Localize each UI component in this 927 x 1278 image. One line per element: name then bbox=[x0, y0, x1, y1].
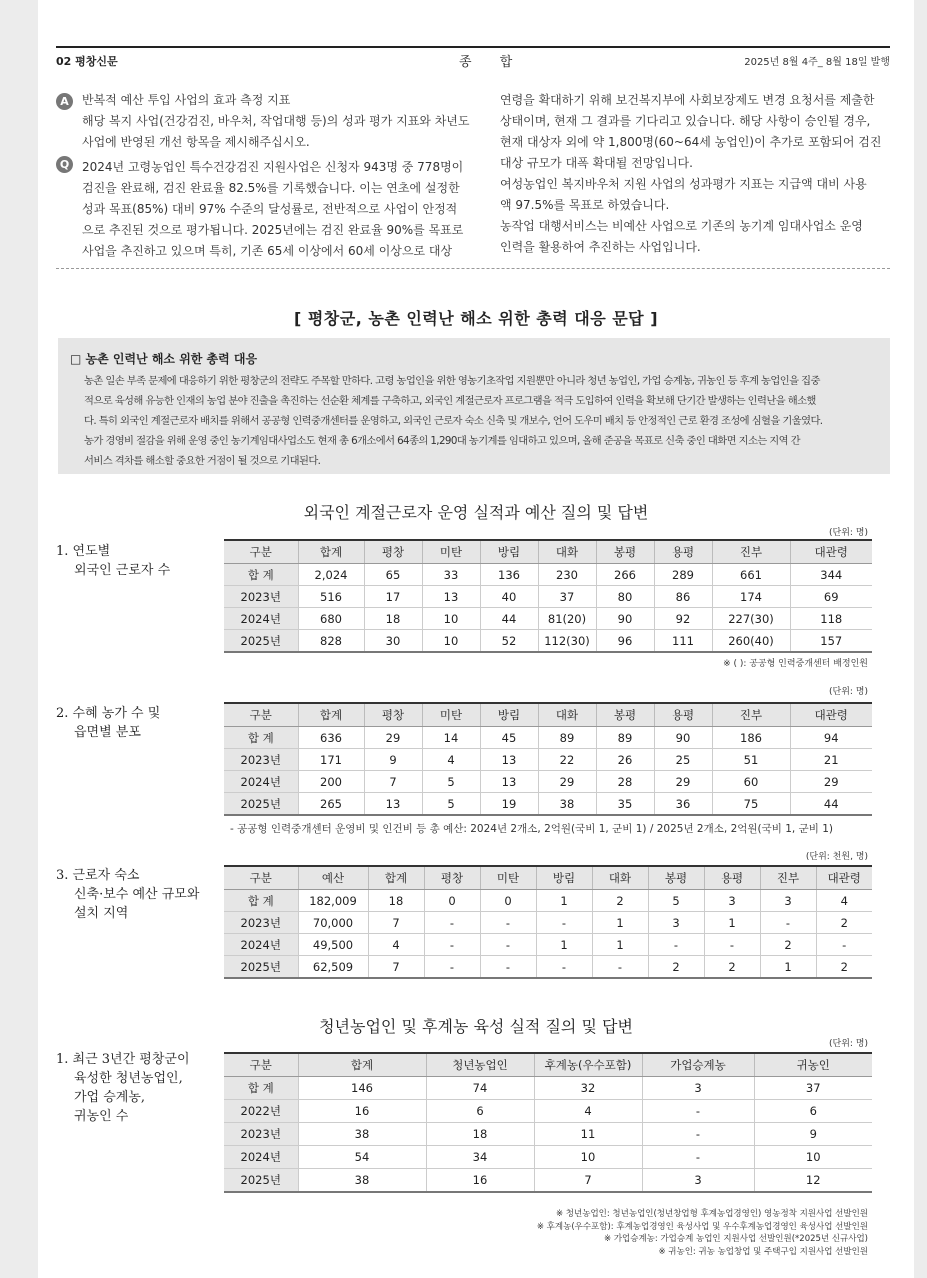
table-cell: 5 bbox=[422, 771, 480, 793]
label-line: 읍면별 분포 bbox=[74, 725, 141, 740]
column-header: 귀농인 bbox=[754, 1053, 872, 1077]
table-cell: 45 bbox=[480, 727, 538, 749]
section2-title: 청년농업인 및 후계농 육성 실적 질의 및 답변 bbox=[319, 1017, 633, 1036]
note-line: ※ 청년농업인: 청년농업인(청년창업형 후계농업경영인) 영농정착 지원사업 선발인원 bbox=[555, 1209, 868, 1219]
table-cell: 186 bbox=[712, 727, 790, 749]
table-cell: 37 bbox=[538, 586, 596, 608]
text-line: 상태이며, 현재 그 결과를 기다리고 있습니다. 해당 사항이 승인될 경우, bbox=[500, 114, 871, 128]
table-cell: 2 bbox=[816, 912, 872, 934]
table-cell: 0 bbox=[424, 890, 480, 912]
table-cell: - bbox=[536, 912, 592, 934]
table-cell: 25 bbox=[654, 749, 712, 771]
table-cell: - bbox=[816, 934, 872, 956]
table2-label bbox=[56, 704, 236, 742]
table-cell: 260(40) bbox=[712, 630, 790, 653]
table-cell: 81(20) bbox=[538, 608, 596, 630]
table-cell: 96 bbox=[596, 630, 654, 653]
column-header: 진부 bbox=[760, 866, 816, 890]
table-cell: 65 bbox=[364, 564, 422, 586]
row-header-cell: 2025년 bbox=[224, 956, 298, 979]
column-header: 진부 bbox=[712, 703, 790, 727]
column-header: 미탄 bbox=[422, 703, 480, 727]
table-cell: 3 bbox=[704, 890, 760, 912]
table3-housing-budget bbox=[224, 865, 872, 979]
table-cell: 26 bbox=[596, 749, 654, 771]
table-cell: 6 bbox=[754, 1100, 872, 1123]
table-cell: 0 bbox=[480, 890, 536, 912]
table-cell: 32 bbox=[534, 1077, 642, 1100]
table-cell: 2 bbox=[760, 934, 816, 956]
summary-body bbox=[84, 371, 884, 471]
table-cell: 13 bbox=[480, 749, 538, 771]
text-line: 대상 규모가 대폭 확대될 전망입니다. bbox=[500, 156, 693, 170]
table-cell: 157 bbox=[790, 630, 872, 653]
table1-note: ※ ( ): 공공형 인력중개센터 배정인원 bbox=[723, 659, 868, 669]
table-cell: 44 bbox=[790, 793, 872, 816]
table-cell: 4 bbox=[368, 934, 424, 956]
row-header-cell: 2023년 bbox=[224, 1123, 298, 1146]
table-cell: 289 bbox=[654, 564, 712, 586]
table-cell: - bbox=[480, 956, 536, 979]
row-header-cell: 2023년 bbox=[224, 749, 298, 771]
table-cell: 10 bbox=[422, 630, 480, 653]
table-cell: 29 bbox=[654, 771, 712, 793]
table-cell: 62,509 bbox=[298, 956, 368, 979]
column-header: 방림 bbox=[480, 540, 538, 564]
table-cell: 230 bbox=[538, 564, 596, 586]
table-cell: - bbox=[424, 934, 480, 956]
table-cell: 19 bbox=[480, 793, 538, 816]
table1-unit: (단위: 명) bbox=[829, 528, 868, 538]
table4-unit: (단위: 명) bbox=[829, 1039, 868, 1049]
table-cell: 1 bbox=[536, 890, 592, 912]
table-cell: 37 bbox=[754, 1077, 872, 1100]
column-header: 봉평 bbox=[648, 866, 704, 890]
question-icon: Q bbox=[56, 156, 73, 173]
table-header-row bbox=[224, 1053, 872, 1077]
table-cell: 49,500 bbox=[298, 934, 368, 956]
table-cell: 5 bbox=[648, 890, 704, 912]
table-cell: 80 bbox=[596, 586, 654, 608]
table-cell: 29 bbox=[790, 771, 872, 793]
table-cell: 2,024 bbox=[298, 564, 364, 586]
summary-line: 적으로 육성해 유능한 인재의 농업 분야 진출을 촉진하는 선순환 체계를 구축하고, 외국인 계절근로자 프로그램을 적극 도입하여 인력을 확보해 단기간 발생하는 인력난을 해소했 bbox=[84, 395, 816, 407]
table3-unit: (단위: 천원, 명) bbox=[805, 852, 868, 862]
column-header: 용평 bbox=[654, 540, 712, 564]
table-cell: - bbox=[536, 956, 592, 979]
section-divider bbox=[56, 268, 890, 269]
table-cell: 112(30) bbox=[538, 630, 596, 653]
table-cell: 29 bbox=[364, 727, 422, 749]
table-cell: 94 bbox=[790, 727, 872, 749]
table-cell: - bbox=[480, 912, 536, 934]
row-header-cell: 2024년 bbox=[224, 771, 298, 793]
label-line: 설치 지역 bbox=[74, 906, 129, 921]
page-label: 02 평창신문 bbox=[56, 55, 118, 68]
table-cell: 1 bbox=[592, 934, 648, 956]
table-cell: 636 bbox=[298, 727, 364, 749]
table-cell: 516 bbox=[298, 586, 364, 608]
table-cell: - bbox=[480, 934, 536, 956]
table-cell: 6 bbox=[426, 1100, 534, 1123]
table-row bbox=[224, 793, 872, 816]
table-cell: 3 bbox=[642, 1077, 754, 1100]
table-cell: - bbox=[642, 1146, 754, 1169]
table-cell: 344 bbox=[790, 564, 872, 586]
table4-label bbox=[56, 1050, 236, 1126]
table-row bbox=[224, 608, 872, 630]
column-header: 합계 bbox=[298, 1053, 426, 1077]
table-cell: 118 bbox=[790, 608, 872, 630]
table-cell: 661 bbox=[712, 564, 790, 586]
table-row bbox=[224, 956, 872, 979]
text-line: 2024년 고령농업인 특수건강검진 지원사업은 신청자 943명 중 778명이 bbox=[82, 160, 464, 174]
text-line: 사업에 반영된 개선 항목을 제시해주십시오. bbox=[82, 135, 310, 149]
table-cell: 1 bbox=[592, 912, 648, 934]
section-name: 종 합 bbox=[459, 55, 525, 70]
row-header-cell: 합 계 bbox=[224, 890, 298, 912]
table-cell: - bbox=[424, 912, 480, 934]
table-cell: 86 bbox=[654, 586, 712, 608]
table1-foreign-workers bbox=[224, 539, 872, 653]
table-row bbox=[224, 1146, 872, 1169]
table-cell: 1 bbox=[536, 934, 592, 956]
row-header-cell: 2023년 bbox=[224, 586, 298, 608]
table-cell: 35 bbox=[596, 793, 654, 816]
table-row bbox=[224, 1100, 872, 1123]
column-header: 대관령 bbox=[790, 540, 872, 564]
column-header: 대관령 bbox=[790, 703, 872, 727]
table-row bbox=[224, 727, 872, 749]
text-line: 사업을 추진하고 있으며 특히, 기존 65세 이상에서 60세 이상으로 대상 bbox=[82, 244, 453, 258]
table-cell: 9 bbox=[364, 749, 422, 771]
table-cell: 74 bbox=[426, 1077, 534, 1100]
table-cell: 38 bbox=[298, 1123, 426, 1146]
table-cell: 828 bbox=[298, 630, 364, 653]
table-row bbox=[224, 749, 872, 771]
summary-box bbox=[58, 338, 890, 474]
row-header-cell: 2023년 bbox=[224, 912, 298, 934]
table-cell: 17 bbox=[364, 586, 422, 608]
table-row bbox=[224, 1077, 872, 1100]
label-line: 외국인 근로자 수 bbox=[74, 563, 171, 578]
label-line: 1. 연도별 bbox=[56, 544, 111, 559]
table-header-row bbox=[224, 703, 872, 727]
table-cell: 7 bbox=[368, 956, 424, 979]
table-cell: 2 bbox=[592, 890, 648, 912]
table4-young-farmers bbox=[224, 1052, 872, 1193]
table-cell: 10 bbox=[754, 1146, 872, 1169]
table-cell: - bbox=[424, 956, 480, 979]
column-header: 평창 bbox=[424, 866, 480, 890]
summary-line: 다. 특히 외국인 계절근로자 배치를 위해서 공공형 인력중개센터를 운영하고, 외국인 근로자 숙소 신축 및 개보수, 언어 도우미 배치 등 안정적인 근로 환경 조성에 심혈을 기울였다. bbox=[84, 415, 823, 427]
qa-right-column bbox=[500, 90, 892, 258]
column-header: 용평 bbox=[654, 703, 712, 727]
text-line: 액 97.5%를 목표로 하였습니다. bbox=[500, 198, 670, 212]
table-cell: 146 bbox=[298, 1077, 426, 1100]
table-cell: 33 bbox=[422, 564, 480, 586]
table-cell: 2 bbox=[648, 956, 704, 979]
label-line: 신축·보수 예산 규모와 bbox=[74, 887, 200, 902]
text-line: 인력을 활용하여 추진하는 사업입니다. bbox=[500, 240, 701, 254]
table-cell: 89 bbox=[596, 727, 654, 749]
table-cell: 4 bbox=[816, 890, 872, 912]
row-header-cell: 합 계 bbox=[224, 564, 298, 586]
table-row bbox=[224, 564, 872, 586]
table-cell: 18 bbox=[368, 890, 424, 912]
table-row bbox=[224, 1169, 872, 1193]
row-header-cell: 2025년 bbox=[224, 630, 298, 653]
column-header: 합계 bbox=[298, 703, 364, 727]
row-header-cell: 2025년 bbox=[224, 1169, 298, 1193]
summary-line: 농촌 일손 부족 문제에 대응하기 위한 평창군의 전략도 주목할 만하다. 고령 농업인을 위한 영농기초작업 지원뿐만 아니라 청년 농업인, 가업 승계농, 귀농인 등 후계 농업인을 집중 bbox=[84, 375, 820, 387]
table-row bbox=[224, 890, 872, 912]
label-line: 1. 최근 3년간 평창군이 bbox=[56, 1052, 190, 1067]
table-header-row bbox=[224, 540, 872, 564]
text-line: 농작업 대행서비스는 비예산 사업으로 기존의 농기계 임대사업소 운영 bbox=[500, 219, 863, 233]
table-cell: 5 bbox=[422, 793, 480, 816]
table2-unit: (단위: 명) bbox=[829, 687, 868, 697]
note-line: ※ 후계농(우수포함): 후계농업경영인 육성사업 및 우수후계농업경영인 육성사업 선발인원 bbox=[536, 1221, 868, 1232]
table-cell: 2 bbox=[816, 956, 872, 979]
text-line: 으로 추진된 것으로 평가됩니다. 2025년에는 검진 완료율 90%를 목표로 bbox=[82, 223, 464, 237]
text-line: 반복적 예산 투입 사업의 효과 측정 지표 bbox=[82, 93, 291, 107]
text-line: 해당 복지 사업(건강검진, 바우처, 작업대행 등)의 성과 평가 지표와 차년도 bbox=[82, 114, 470, 128]
summary-line: 농가 경영비 절감을 위해 운영 중인 농기계임대사업소도 현재 총 6개소에서 64종의 1,290대 농기계를 임대하고 있으며, 올해 준공을 목표로 신축 중인 대화면 지소는 지역 간 bbox=[84, 435, 801, 447]
column-header: 진부 bbox=[712, 540, 790, 564]
table-cell: 7 bbox=[534, 1169, 642, 1193]
table-cell: 34 bbox=[426, 1146, 534, 1169]
table-row bbox=[224, 934, 872, 956]
column-header: 대관령 bbox=[816, 866, 872, 890]
table-cell: 7 bbox=[368, 912, 424, 934]
table-cell: 92 bbox=[654, 608, 712, 630]
text-line: 검진을 완료해, 검진 완료율 82.5%를 기록했습니다. 이는 연초에 설정한 bbox=[82, 181, 460, 195]
table-cell: 3 bbox=[648, 912, 704, 934]
table4-notes bbox=[537, 1208, 868, 1258]
text-line: 성과 목표(85%) 대비 97% 수준의 달성률로, 전반적으로 사업이 안정적 bbox=[82, 202, 458, 216]
answer-icon: A bbox=[56, 93, 73, 110]
label-line: 2. 수혜 농가 수 및 bbox=[56, 706, 161, 721]
table-cell: 12 bbox=[754, 1169, 872, 1193]
column-header: 미탄 bbox=[480, 866, 536, 890]
table-cell: 3 bbox=[642, 1169, 754, 1193]
table-cell: - bbox=[592, 956, 648, 979]
column-header: 가업승계농 bbox=[642, 1053, 754, 1077]
column-header: 대화 bbox=[538, 703, 596, 727]
table-cell: 1 bbox=[704, 912, 760, 934]
table-cell: - bbox=[642, 1100, 754, 1123]
table-cell: - bbox=[648, 934, 704, 956]
text-line: 여성농업인 복지바우처 지원 사업의 성과평가 지표는 지급액 대비 사용 bbox=[500, 177, 867, 191]
column-header: 구분 bbox=[224, 866, 298, 890]
row-header-cell: 2022년 bbox=[224, 1100, 298, 1123]
table3-label bbox=[56, 866, 236, 923]
table-cell: 227(30) bbox=[712, 608, 790, 630]
table-row bbox=[224, 771, 872, 793]
table-cell: 2 bbox=[704, 956, 760, 979]
table-cell: 60 bbox=[712, 771, 790, 793]
column-header: 대화 bbox=[538, 540, 596, 564]
row-header-cell: 2025년 bbox=[224, 793, 298, 816]
table-cell: 680 bbox=[298, 608, 364, 630]
table-cell: 13 bbox=[422, 586, 480, 608]
table-cell: 171 bbox=[298, 749, 364, 771]
table-cell: 18 bbox=[364, 608, 422, 630]
label-line: 3. 근로자 숙소 bbox=[56, 868, 140, 883]
table-cell: 90 bbox=[654, 727, 712, 749]
text-line: 연령을 확대하기 위해 보건복지부에 사회보장제도 변경 요청서를 제출한 bbox=[500, 93, 875, 107]
table-cell: 30 bbox=[364, 630, 422, 653]
table-cell: 174 bbox=[712, 586, 790, 608]
column-header: 대화 bbox=[592, 866, 648, 890]
table-cell: 36 bbox=[654, 793, 712, 816]
table-cell: 4 bbox=[534, 1100, 642, 1123]
table-cell: 266 bbox=[596, 564, 654, 586]
table-cell: 111 bbox=[654, 630, 712, 653]
row-header-cell: 합 계 bbox=[224, 727, 298, 749]
summary-line: 서비스 격차를 해소할 중요한 거점이 될 것으로 기대된다. bbox=[84, 455, 321, 467]
column-header: 합계 bbox=[298, 540, 364, 564]
table-cell: 69 bbox=[790, 586, 872, 608]
section1-title: 외국인 계절근로자 운영 실적과 예산 질의 및 답변 bbox=[303, 503, 649, 522]
table-cell: 11 bbox=[534, 1123, 642, 1146]
label-line: 귀농인 수 bbox=[74, 1109, 129, 1124]
table-cell: 1 bbox=[760, 956, 816, 979]
table-cell: 14 bbox=[422, 727, 480, 749]
column-header: 예산 bbox=[298, 866, 368, 890]
table-cell: 182,009 bbox=[298, 890, 368, 912]
column-header: 후계농(우수포함) bbox=[534, 1053, 642, 1077]
issue-date: 2025년 8월 4주_ 8월 18일 발행 bbox=[744, 57, 890, 68]
table2-beneficiary-farms bbox=[224, 702, 872, 816]
newspaper-page bbox=[38, 0, 914, 1278]
qa-left-column bbox=[82, 90, 492, 262]
table-cell: - bbox=[704, 934, 760, 956]
table-cell: 28 bbox=[596, 771, 654, 793]
page-header bbox=[56, 46, 890, 68]
row-header-cell: 합 계 bbox=[224, 1077, 298, 1100]
table-cell: 54 bbox=[298, 1146, 426, 1169]
table-cell: 10 bbox=[534, 1146, 642, 1169]
column-header: 구분 bbox=[224, 1053, 298, 1077]
table-cell: 13 bbox=[480, 771, 538, 793]
table-cell: 89 bbox=[538, 727, 596, 749]
table-cell: 3 bbox=[760, 890, 816, 912]
column-header: 봉평 bbox=[596, 540, 654, 564]
main-title: [ 평창군, 농촌 인력난 해소 위한 총력 대응 문답 ] bbox=[293, 309, 659, 328]
table-row bbox=[224, 630, 872, 653]
table-cell: 265 bbox=[298, 793, 364, 816]
table-cell: 52 bbox=[480, 630, 538, 653]
table-cell: 16 bbox=[298, 1100, 426, 1123]
table-cell: 18 bbox=[426, 1123, 534, 1146]
table-cell: 9 bbox=[754, 1123, 872, 1146]
note-line: ※ 가업승계농: 가업승계 농업인 지원사업 선발인원(*2025년 신규사업) bbox=[604, 1234, 868, 1244]
column-header: 평창 bbox=[364, 540, 422, 564]
label-line: 가업 승계농, bbox=[74, 1090, 146, 1105]
row-header-cell: 2024년 bbox=[224, 608, 298, 630]
table-cell: 7 bbox=[364, 771, 422, 793]
column-header: 방림 bbox=[536, 866, 592, 890]
table-cell: 10 bbox=[422, 608, 480, 630]
note-line: ※ 귀농인: 귀농 농업창업 및 주택구입 지원사업 선발인원 bbox=[658, 1246, 868, 1257]
table-cell: 51 bbox=[712, 749, 790, 771]
column-header: 방림 bbox=[480, 703, 538, 727]
column-header: 봉평 bbox=[596, 703, 654, 727]
table-cell: 70,000 bbox=[298, 912, 368, 934]
column-header: 구분 bbox=[224, 703, 298, 727]
column-header: 미탄 bbox=[422, 540, 480, 564]
table-header-row bbox=[224, 866, 872, 890]
table-cell: 22 bbox=[538, 749, 596, 771]
table-cell: 90 bbox=[596, 608, 654, 630]
table-cell: 40 bbox=[480, 586, 538, 608]
column-header: 구분 bbox=[224, 540, 298, 564]
row-header-cell: 2024년 bbox=[224, 1146, 298, 1169]
row-header-cell: 2024년 bbox=[224, 934, 298, 956]
label-line: 육성한 청년농업인, bbox=[74, 1071, 183, 1086]
table-cell: 4 bbox=[422, 749, 480, 771]
table-cell: 13 bbox=[364, 793, 422, 816]
table-cell: 200 bbox=[298, 771, 364, 793]
table-cell: - bbox=[760, 912, 816, 934]
text-line: 현재 대상자 외에 약 1,800명(60~64세 농업인)이 추가로 포함되어 검진 bbox=[500, 135, 882, 149]
summary-title: □ 농촌 인력난 해소 위한 총력 대응 bbox=[70, 352, 258, 366]
table-cell: 136 bbox=[480, 564, 538, 586]
column-header: 청년농업인 bbox=[426, 1053, 534, 1077]
column-header: 평창 bbox=[364, 703, 422, 727]
table2-note: - 공공형 인력중개센터 운영비 및 인건비 등 총 예산: 2024년 2개소, 2억원(국비 1, 군비 1) / 2025년 2개소, 2억원(국비 1, 군비 1) bbox=[230, 823, 834, 835]
table-cell: 21 bbox=[790, 749, 872, 771]
table-cell: 38 bbox=[298, 1169, 426, 1193]
column-header: 용평 bbox=[704, 866, 760, 890]
table-cell: 75 bbox=[712, 793, 790, 816]
column-header: 합계 bbox=[368, 866, 424, 890]
table-row bbox=[224, 586, 872, 608]
table-cell: - bbox=[642, 1123, 754, 1146]
table-cell: 44 bbox=[480, 608, 538, 630]
table-cell: 16 bbox=[426, 1169, 534, 1193]
table-cell: 38 bbox=[538, 793, 596, 816]
table-cell: 29 bbox=[538, 771, 596, 793]
table1-label bbox=[56, 542, 236, 580]
table-row bbox=[224, 912, 872, 934]
table-row bbox=[224, 1123, 872, 1146]
